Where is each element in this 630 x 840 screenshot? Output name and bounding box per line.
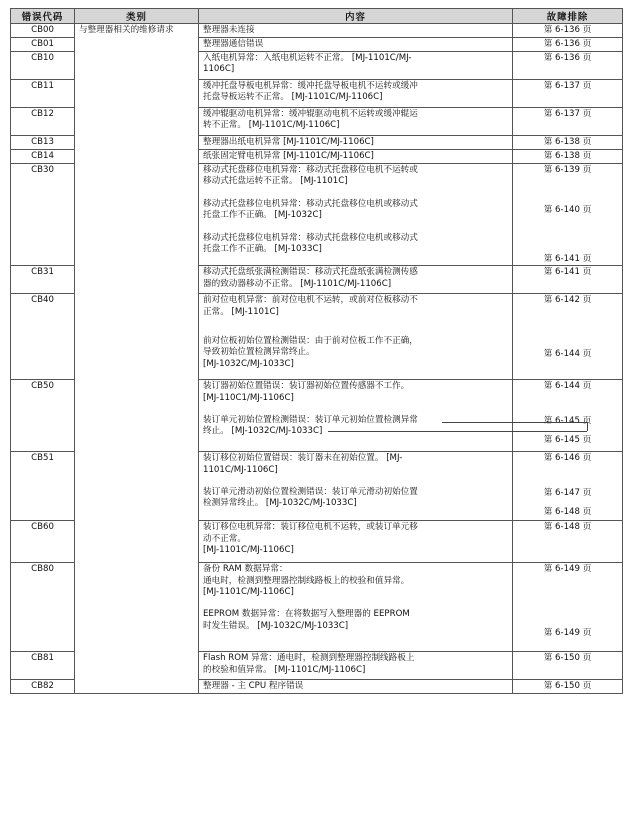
content-cell (199, 108, 513, 136)
error-code: CB50 (11, 380, 75, 452)
content-cell (199, 80, 513, 108)
content-text: 入纸电机异常：入纸电机运转不正常。 [MJ-1101C/MJ- 1106C] (203, 53, 412, 75)
content-text: 移动式托盘纸张满检测错误：移动式托盘纸张满检测传感 器的致动器移动不正常。 [MJ-1101C/MJ-1106C] (203, 267, 418, 289)
content-text: 缓冲辊驱动电机异常：缓冲辊驱动电机不运转或缓冲辊运 转不正常。 [MJ-1101C/MJ-1106C] (203, 109, 418, 131)
page-ref-cell (513, 164, 623, 266)
content-text: 装订单元初始位置检测错误：装订单元初始位置检测异常 终止。 [MJ-1032C/MJ-1033C] (203, 415, 418, 437)
page-ref: 第 6-145 页 (543, 435, 592, 446)
error-code: CB51 (11, 452, 75, 521)
error-code: CB11 (11, 80, 75, 108)
page-ref: 第 6-136 页 (513, 24, 623, 38)
error-code: CB81 (11, 652, 75, 680)
content-text: 装订移位初始位置错误：装订器未在初始位置。 [MJ- 1101C/MJ-1106C] (203, 453, 403, 475)
table-header-row (11, 9, 623, 24)
header-error-code: 错误代码 (11, 9, 75, 24)
annotation-line (328, 431, 587, 432)
content-cell (199, 52, 513, 80)
content-cell (199, 521, 513, 563)
page-ref: 第 6-147 页 (543, 487, 592, 498)
content-text: 移动式托盘移位电机异常：移动式托盘移位电机不运转或 移动式托盘运转不正常。 [MJ-1101C] (203, 165, 418, 187)
error-code: CB00 (11, 24, 75, 38)
content-text: Flash ROM 异常：通电时，检测到整理器控制线路板上 的校验和值异常。 [MJ-1101C/MJ-1106C] (203, 653, 415, 675)
page-ref: 第 6-149 页 (543, 627, 592, 638)
content-text: 前对位板初始位置检测错误：由于前对位板工作不正确， 导致初始位置检测异常终止。 [MJ-1032C/MJ-1033C] (203, 336, 418, 369)
content-text: 装订单元滑动初始位置检测错误：装订单元滑动初始位置 检测异常终止。 [MJ-1032C/MJ-1033C] (203, 487, 418, 509)
page-ref-cell (513, 380, 623, 452)
page-ref: 第 6-149 页 (543, 564, 592, 575)
error-code: CB13 (11, 136, 75, 150)
content-text: 装订器初始位置错误：装订器初始位置传感器不工作。 [MJ-110C1/MJ-1106C] (203, 381, 410, 403)
content-cell: 整理器通信错误 (199, 38, 513, 52)
content-cell: 整理器出纸电机异常 [MJ-1101C/MJ-1106C] (199, 136, 513, 150)
content-cell (199, 380, 513, 452)
page-ref: 第 6-144 页 (543, 381, 592, 392)
content-cell: 整理器 - 主 CPU 程序错误 (199, 680, 513, 694)
content-cell (199, 652, 513, 680)
page-ref: 第 6-150 页 (513, 680, 623, 694)
page-ref: 第 6-150 页 (513, 652, 623, 680)
content-text: 移动式托盘移位电机异常：移动式托盘移位电机或移动式 托盘工作不正确。 [MJ-1033C] (203, 232, 418, 255)
page-ref: 第 6-137 页 (513, 80, 623, 108)
page-ref: 第 6-148 页 (513, 521, 623, 563)
content-text: 备份 RAM 数据异常： 通电时，检测到整理器控制线路板上的校验和值异常。 [MJ-1101C/MJ-1106C] (203, 564, 410, 598)
page-ref: 第 6-148 页 (543, 507, 592, 518)
error-code: CB40 (11, 294, 75, 380)
content-cell: 纸张固定臂电机异常 [MJ-1101C/MJ-1106C] (199, 150, 513, 164)
error-code: CB60 (11, 521, 75, 563)
content-text: 前对位电机异常：前对位电机不运转，或前对位板移动不 正常。 [MJ-1101C] (203, 295, 418, 317)
page-ref: 第 6-144 页 (543, 348, 592, 359)
content-cell (199, 563, 513, 652)
error-code: CB31 (11, 266, 75, 294)
category-cell (75, 24, 199, 694)
error-code: CB14 (11, 150, 75, 164)
page-ref-cell (513, 563, 623, 652)
header-troubleshoot: 故障排除 (513, 9, 623, 24)
error-code: CB10 (11, 52, 75, 80)
page-ref: 第 6-136 页 (513, 52, 623, 80)
table-row (11, 24, 623, 38)
error-code-table (10, 8, 623, 694)
category-text: 与整理器相关的维修请求 (79, 25, 174, 35)
header-category: 类别 (75, 9, 199, 24)
page-ref: 第 6-138 页 (513, 150, 623, 164)
page-ref-cell (513, 294, 623, 380)
error-code: CB30 (11, 164, 75, 266)
page-ref: 第 6-140 页 (543, 205, 592, 216)
header-content: 内容 (199, 9, 513, 24)
error-code: CB01 (11, 38, 75, 52)
content-cell (199, 294, 513, 380)
page-ref: 第 6-145 页 (543, 415, 592, 426)
page-ref: 第 6-141 页 (543, 253, 592, 264)
page-ref: 第 6-138 页 (513, 136, 623, 150)
page-ref: 第 6-142 页 (543, 295, 592, 306)
page-ref: 第 6-141 页 (513, 266, 623, 294)
annotation-line (442, 422, 588, 431)
error-code: CB80 (11, 563, 75, 652)
page-ref: 第 6-146 页 (543, 453, 592, 464)
page-ref: 第 6-136 页 (513, 38, 623, 52)
error-code: CB82 (11, 680, 75, 694)
content-cell (199, 164, 513, 266)
content-text: 装订移位电机异常：装订移位电机不运转，或装订单元移 动不正常。 [MJ-1101C/MJ-1106C] (203, 522, 418, 556)
content-text: EEPROM 数据异常：在将数据写入整理器的 EEPROM 时发生错误。 [MJ-1032C/MJ-1033C] (203, 609, 410, 631)
error-code: CB12 (11, 108, 75, 136)
content-cell (199, 452, 513, 521)
page-ref: 第 6-139 页 (543, 165, 592, 175)
content-cell: 整理器未连接 (199, 24, 513, 38)
page-ref-cell (513, 452, 623, 521)
content-text: 移动式托盘移位电机异常：移动式托盘移位电机或移动式 托盘工作不正确。 [MJ-1032C] (203, 198, 418, 221)
content-text: 缓冲托盘导板电机异常：缓冲托盘导板电机不运转或缓冲 托盘导板运转不正常。 [MJ-1101C/MJ-1106C] (203, 81, 418, 103)
content-cell (199, 266, 513, 294)
page-ref: 第 6-137 页 (513, 108, 623, 136)
